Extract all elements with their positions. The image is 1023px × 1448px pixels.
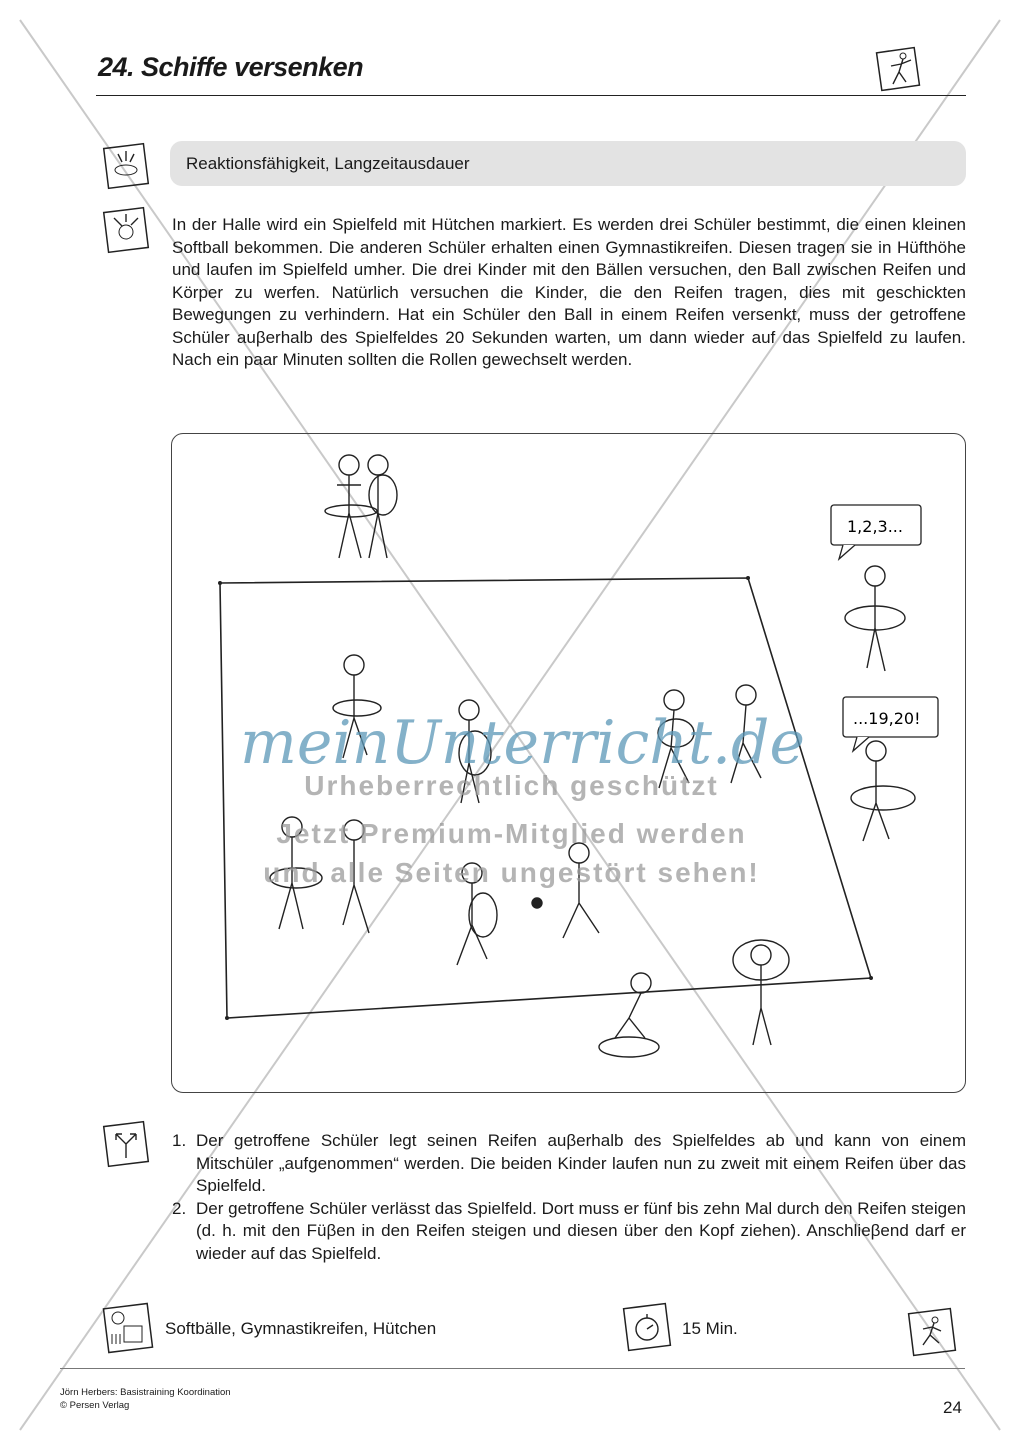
duration-text: 15 Min. <box>682 1319 738 1338</box>
footer-divider <box>60 1368 965 1369</box>
gymnast-icon <box>873 42 923 92</box>
skills-bar <box>170 141 966 186</box>
speech-bubble-1 <box>831 505 921 559</box>
materials-icon <box>100 1300 156 1356</box>
speech-bubble-2 <box>843 697 938 751</box>
endurance-icon <box>100 204 152 256</box>
child-figure <box>599 973 659 1057</box>
list-item <box>172 1130 966 1198</box>
child-figure <box>368 455 397 558</box>
list-number: 1. <box>172 1131 187 1150</box>
watermark-line-2: Jetzt Premium-Mitglied werden <box>276 818 747 849</box>
footer-publisher: © Persen Verlag <box>60 1400 130 1411</box>
list-text: Der getroffene Schüler verlässt das Spielfeld. Dort muss er fünf bis zehn Mal durch den Reifen steigen (d. h. mit den Füβen in den Reifen steigen und diesen über den Kopf ziehen). Anschlieβend darf er wieder auf das Spielfeld. <box>196 1198 966 1263</box>
stopwatch-icon <box>620 1300 674 1354</box>
skills-text: Reaktionsfähigkeit, Langzeitausdauer <box>186 154 470 173</box>
list-text: Der getroffene Schüler legt seinen Reifen auβerhalb des Spielfeldes ab und kann von einem Mitschüler „aufgenommen“ werden. Die beiden Kinder laufen nun zu zweit mit einem Reifen über das Spielfeld. <box>196 1131 966 1195</box>
reaction-icon <box>100 140 152 192</box>
runner-icon <box>905 1305 959 1359</box>
page-number: 24 <box>943 1398 962 1417</box>
variation-arrows-icon <box>100 1118 152 1170</box>
watermark-brand: meinUnterricht.de <box>240 708 805 778</box>
child-figure <box>733 940 789 1045</box>
page-title: 24. Schiffe versenken <box>98 52 364 82</box>
list-item <box>172 1198 966 1266</box>
speech-text-2: ...19,20! <box>853 709 921 728</box>
materials-text: Softbälle, Gymnastikreifen, Hütchen <box>165 1319 437 1338</box>
watermark-line-1: Urheberrechtlich geschützt <box>304 770 719 801</box>
game-description: In der Halle wird ein Spielfeld mit Hütchen markiert. Es werden drei Schüler bestimmt, die einen kleinen Softball bekommen. Die anderen Schüler erhalten einen Gymnastikreifen. Diesen tragen sie in Hüfthöhe und laufen im Spielfeld umher. Die drei Kinder mit den Bällen versuchen, den Ball zwischen Reifen und Körper zu werfen. Natürlich versuchen die Kinder, die den Reifen tragen, dies mit geschickten Bewegungen zu verhindern. Hat ein Schüler den Ball in einem Reifen versenkt, muss der getroffene Schüler auβerhalb des Spielfeldes 20 Sekunden warten, um dann wieder auf das Spielfeld zu laufen. Nach ein paar Minuten sollten die Rollen gewechselt werden. <box>172 215 966 369</box>
list-number: 2. <box>172 1198 187 1218</box>
title-divider <box>96 95 966 96</box>
speech-text-1: 1,2,3... <box>847 517 903 536</box>
child-figure <box>845 566 905 671</box>
watermark-line-3: und alle Seiten ungestört sehen! <box>263 857 760 888</box>
footer-author: Jörn Herbers: Basistraining Koordination <box>60 1387 231 1398</box>
variant-list <box>172 1130 966 1265</box>
